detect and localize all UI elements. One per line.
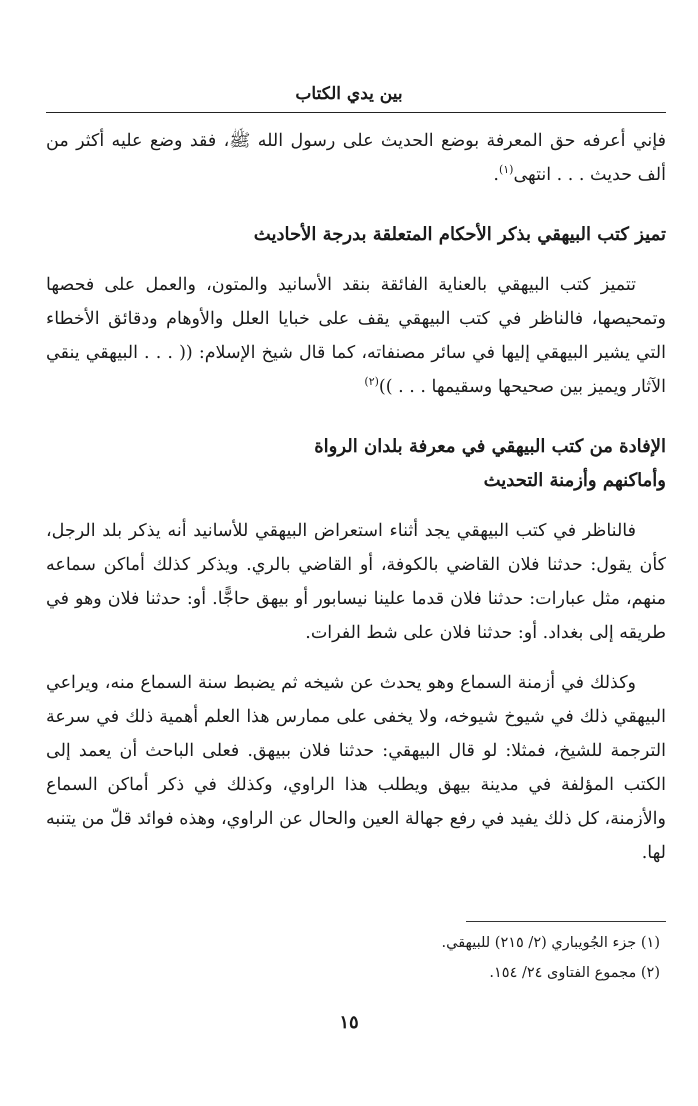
intro-paragraph: فإني أعرفه حق المعرفة بوضع الحديث على رسول الله ﷺ، فقد وضع عليه أكثر من ألف حديث . . . انتهى$^{(١)}$.: [46, 131, 666, 185]
ahkam-text: تتميز كتب البيهقي بالعناية الفائقة بنقد الأسانيد والمتون، والعمل على فحصها وتمحيصها، فالناظر في كتب البيهقي يقف على خبايا العلل والأوهام ودقائق الأخطاء التي يشير البيهقي إليها في سائر مصنفاته، كما قال شيخ الإسلام: (( . . . البيهقي ينقي الآثار ويميز بين صحيحها وسقيمها . . . )): [46, 275, 666, 397]
footnote-2: (٢) مجموع الفتاوى ٢٤/ ١٥٤.: [489, 965, 660, 981]
main-text: [46, 124, 666, 870]
section-heading-buldan-line1: الإفادة من كتب البيهقي في معرفة بلدان الرواة: [314, 436, 666, 457]
section-heading-buldan-line2: وأماكنهم وأزمنة التحديث: [483, 470, 666, 491]
running-header: بين يدي الكتاب: [295, 84, 403, 104]
footnote-divider: [466, 921, 666, 922]
intro-text: فإني أعرفه حق المعرفة بوضع الحديث على رسول الله ﷺ، فقد وضع عليه أكثر من ألف حديث . . . انتهى: [46, 131, 666, 185]
footnote-ref-1: (١): [498, 163, 514, 177]
footnote-1: (١) جزء الجُويباري (٢/ ٢١٥) للبيهقي.: [441, 935, 660, 951]
buldan-paragraph-2: وكذلك في أزمنة السماع وهو يحدث عن شيخه ثم يضبط سنة السماع منه، ويراعي البيهقي ذلك في شيوخ شيوخه، ولا يخفى على ممارس هذا العلم أهمية ذلك في سرعة الترجمة للشيخ، فمثلا: لو قال البيهقي: حدثنا فلان ببيهق. فعلى الباحث أن يعمد إلى الكتب المؤلفة في مدينة بيهق ويطلب هذا الراوي، وكذلك في ذكر أماكن السماع والأزمنة، كل ذلك يفيد في رفع جهالة العين والحال عن الراوي، وهذه فوائد قلّ من يتنبه لها.: [46, 673, 666, 863]
header-divider: [46, 112, 666, 113]
section-paragraph-ahkam: [46, 268, 666, 404]
page-number: ١٥: [339, 1012, 359, 1033]
footnotes: [46, 928, 660, 988]
buldan-paragraph-1: فالناظر في كتب البيهقي يجد أثناء استعراض البيهقي للأسانيد أنه يذكر بلد الرجل، كأن يقول: حدثنا فلان القاضي بالكوفة، أو القاضي بالري. ويذكر كذلك أماكن سماعه منهم، مثل عبارات: حدثنا فلان قدما علينا نيسابور أو بيهق حاجًّا. أو: حدثنا فلان وهو في طريقه إلى بغداد. أو: حدثنا فلان على شط الفرات.: [46, 521, 666, 643]
footnote-ref-2: (٢): [364, 375, 379, 389]
section-heading-ahkam: تميز كتب البيهقي بذكر الأحكام المتعلقة بدرجة الأحاديث: [253, 224, 666, 245]
